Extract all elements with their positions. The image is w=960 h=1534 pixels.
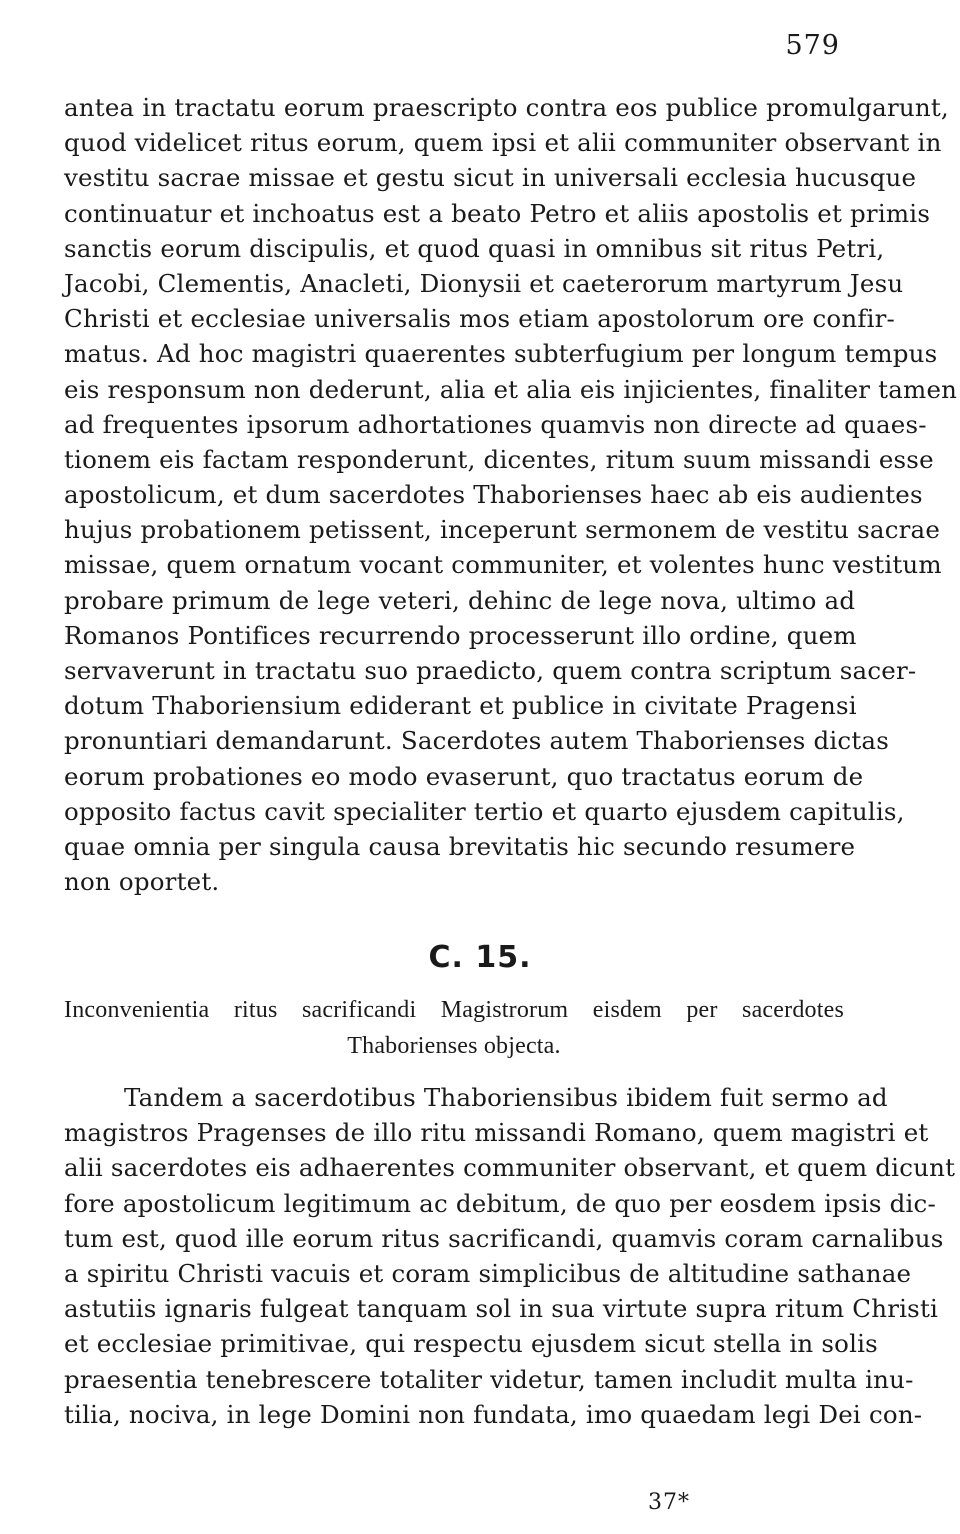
- page-number: 579: [785, 30, 840, 61]
- chapter-title-line: Thaborienses objecta.: [347, 1033, 561, 1059]
- text-line: antea in tractatu eorum praescripto contra eos publice promulgarunt,: [64, 93, 949, 122]
- text-line: opposito factus cavit specialiter tertio et quarto ejusdem capitulis,: [64, 796, 905, 826]
- text-line: alii sacerdotes eis adhaerentes communiter observant, et quem dicunt: [64, 1153, 956, 1183]
- text-line: Jacobi, Clementis, Anacleti, Dionysii et caeterorum martyrum Jesu: [64, 268, 904, 298]
- text-line: sanctis eorum discipulis, et quod quasi in omnibus sit ritus Petri,: [64, 233, 885, 263]
- text-line: tionem eis factam responderunt, dicentes, ritum suum missandi esse: [64, 444, 934, 474]
- text-line: Romanos Pontifices recurrendo processerunt illo ordine, quem: [64, 620, 857, 650]
- text-line: Tandem a sacerdotibus Thaboriensibus ibidem fuit sermo ad: [124, 1083, 888, 1112]
- text-line: praesentia tenebrescere totaliter videtur, tamen includit multa inu-: [64, 1364, 914, 1394]
- text-line: matus. Ad hoc magistri quaerentes subterfugium per longum tempus: [64, 339, 938, 369]
- text-line: et ecclesiae primitivae, qui respectu ejusdem sicut stella in solis: [64, 1329, 878, 1359]
- text-line: eorum probationes eo modo evaserunt, quo tractatus eorum de: [64, 761, 864, 791]
- text-line: astutiis ignaris fulgeat tanquam sol in sua virtute supra ritum Christi: [64, 1294, 939, 1324]
- body-text-part-1: [64, 90, 958, 899]
- text-line: magistros Pragenses de illo ritu missandi Romano, quem magistri et: [64, 1118, 929, 1148]
- text-line: fore apostolicum legitimum ac debitum, de quo per eosdem ipsis dic-: [64, 1188, 936, 1218]
- body-text-part-2: [64, 1080, 956, 1432]
- text-line: a spiritu Christi vacuis et coram simplicibus de altitudine sathanae: [64, 1258, 912, 1288]
- text-line: Christi et ecclesiae universalis mos etiam apostolorum ore confir-: [64, 304, 896, 334]
- text-line: apostolicum, et dum sacerdotes Thaborienses haec ab eis audientes: [64, 480, 923, 510]
- signature-mark: 37*: [648, 1490, 690, 1515]
- text-line: hujus probationem petissent, inceperunt sermonem de vestitu sacrae: [64, 515, 941, 545]
- chapter-title-line: Inconvenientia ritus sacrificandi Magistrorum eisdem per sacerdotes: [64, 997, 844, 1023]
- text-line: eis responsum non dederunt, alia et alia eis injicientes, finaliter tamen: [64, 374, 958, 404]
- text-line: servaverunt in tractatu suo praedicto, quem contra scriptum sacer-: [64, 656, 917, 685]
- text-line: quae omnia per singula causa brevitatis hic secundo resumere: [64, 831, 856, 861]
- text-line: probare primum de lege veteri, dehinc de lege nova, ultimo ad: [64, 585, 856, 615]
- text-line: tilia, nociva, in lege Domini non fundata, imo quaedam legi Dei con-: [64, 1399, 923, 1429]
- text-line: pronuntiari demandarunt. Sacerdotes autem Thaborienses dictas: [64, 726, 889, 756]
- chapter-title: [64, 992, 844, 1064]
- text-line: tum est, quod ille eorum ritus sacrificandi, quamvis coram carnalibus: [64, 1223, 944, 1253]
- text-line: dotum Thaboriensium ediderant et publice in civitate Pragensi: [64, 691, 857, 721]
- text-line: non oportet.: [64, 867, 220, 897]
- text-line: ad frequentes ipsorum adhortationes quamvis non directe ad quaes-: [64, 409, 927, 439]
- text-line: continuatur et inchoatus est a beato Petro et aliis apostolis et primis: [64, 198, 931, 228]
- text-line: missae, quem ornatum vocant communiter, et volentes hunc vestitum: [64, 550, 942, 580]
- text-line: quod videlicet ritus eorum, quem ipsi et alii communiter observant in: [64, 128, 942, 158]
- chapter-heading: C. 15.: [428, 940, 532, 975]
- text-line: vestitu sacrae missae et gestu sicut in universali ecclesia hucusque: [64, 163, 917, 193]
